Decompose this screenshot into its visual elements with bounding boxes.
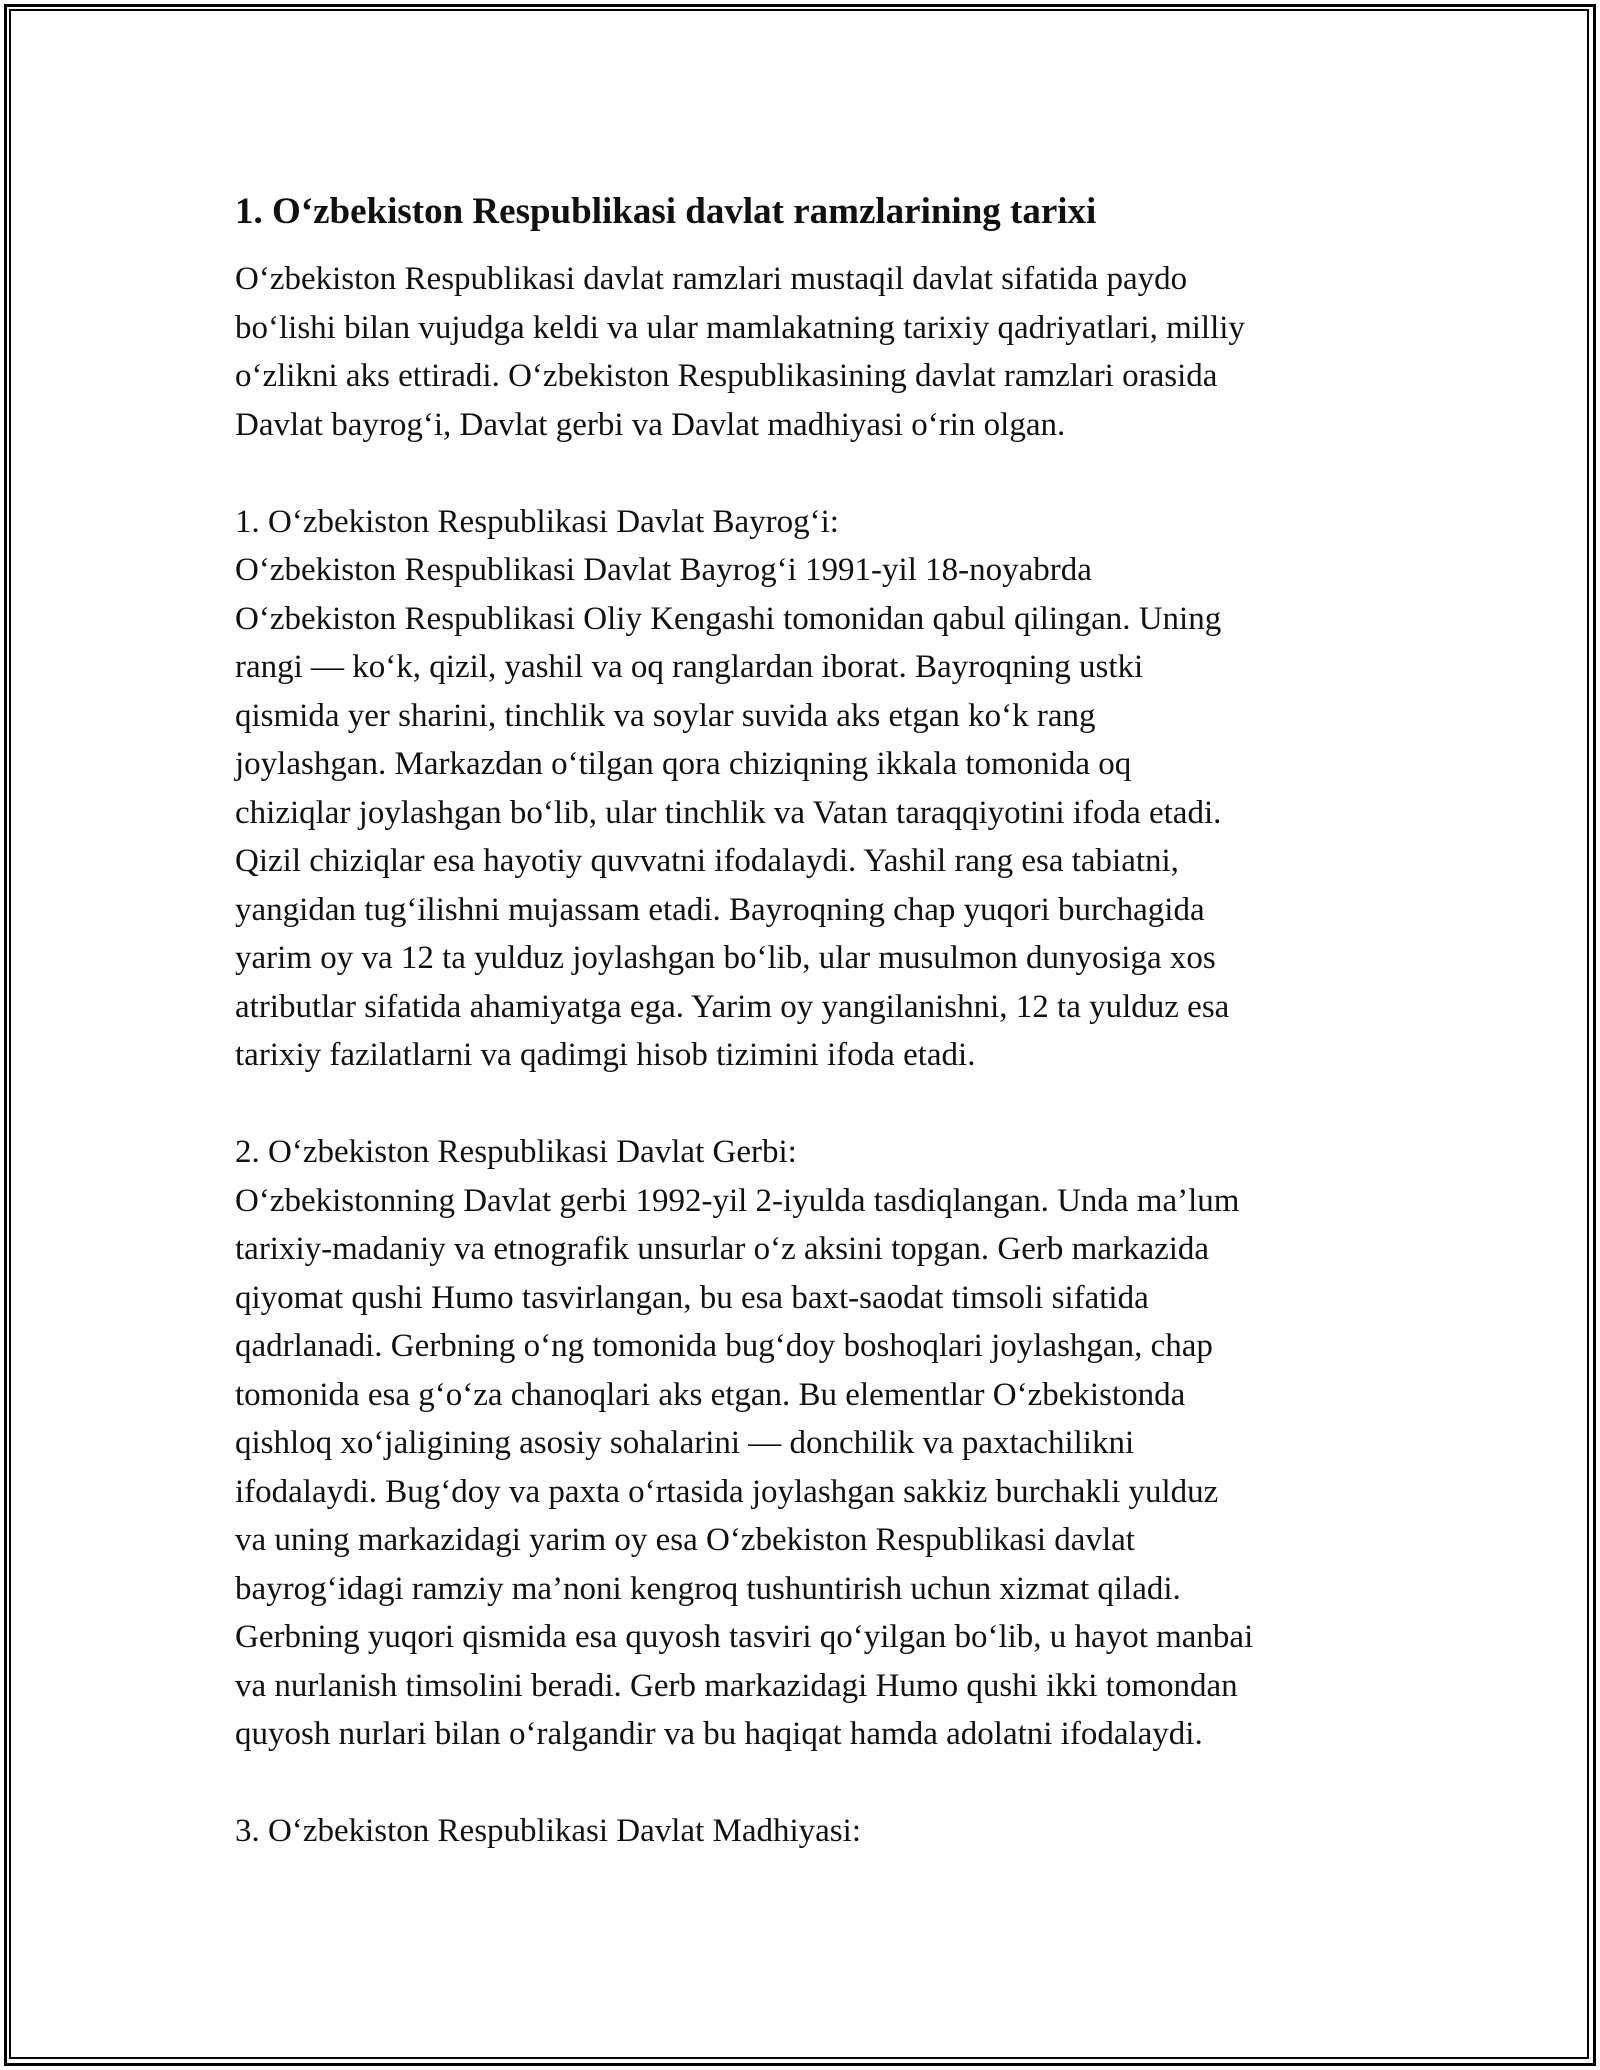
- document-heading: 1. O‘zbekiston Respublikasi davlat ramzlarining tarixi: [235, 191, 1097, 232]
- anthem-section: [235, 1807, 1415, 1856]
- text-line: va nurlanish timsolini beradi. Gerb markazidagi Humo qushi ikki tomondan: [235, 1667, 1238, 1704]
- text-line: atributlar sifatida ahamiyatga ega. Yarim oy yangilanishni, 12 ta yulduz esa: [235, 988, 1230, 1025]
- flag-section: [235, 498, 1415, 1080]
- paragraph-gap: [235, 1080, 1415, 1129]
- text-line: qadrlanadi. Gerbning o‘ng tomonida bug‘doy boshoqlari joylashgan, chap: [235, 1328, 1213, 1364]
- text-line: chiziqlar joylashgan bo‘lib, ular tinchlik va Vatan taraqqiyotini ifoda etadi.: [235, 794, 1222, 831]
- text-line: joylashgan. Markazdan o‘tilgan qora chiziqning ikkala tomonida oq: [235, 746, 1132, 782]
- paragraph-gap: [235, 1759, 1415, 1808]
- text-line: bayrog‘idagi ramziy ma’noni kengroq tushuntirish uchun xizmat qiladi.: [235, 1570, 1181, 1607]
- text-line: yarim oy va 12 ta yulduz joylashgan bo‘lib, ular musulmon dunyosiga xos: [235, 940, 1216, 976]
- text-line: tarixiy fazilatlarni va qadimgi hisob tizimini ifoda etadi.: [235, 1037, 976, 1073]
- text-line: qiyomat qushi Humo tasvirlangan, bu esa baxt-saodat timsoli sifatida: [235, 1279, 1149, 1316]
- text-line: o‘zlikni aks ettiradi. O‘zbekiston Respublikasining davlat ramzlari orasida: [235, 358, 1218, 394]
- text-line: qismida yer sharini, tinchlik va soylar suvida aks etgan ko‘k rang: [235, 697, 1096, 734]
- text-line: tarixiy-madaniy va etnografik unsurlar o‘z aksini topgan. Gerb markazida: [235, 1231, 1210, 1267]
- text-line: rangi — ko‘k, qizil, yashil va oq ranglardan iborat. Bayroqning ustki: [235, 649, 1144, 685]
- text-line: qishloq xo‘jaligining asosiy sohalarini — donchilik va paxtachilikni: [235, 1425, 1135, 1461]
- text-line: quyosh nurlari bilan o‘ralgandir va bu haqiqat hamda adolatni ifodalaydi.: [235, 1716, 1203, 1752]
- intro-paragraph: [235, 255, 1415, 449]
- document-body: [235, 188, 1415, 1856]
- text-line: O‘zbekiston Respublikasi davlat ramzlari mustaqil davlat sifatida paydo: [235, 261, 1188, 297]
- text-line: O‘zbekistonning Davlat gerbi 1992-yil 2-iyulda tasdiqlangan. Unda ma’lum: [235, 1182, 1240, 1219]
- text-line: bo‘lishi bilan vujudga keldi va ular mamlakatning tarixiy qadriyatlari, milliy: [235, 309, 1245, 346]
- flag-section-title: 1. O‘zbekiston Respublikasi Davlat Bayrog‘i:: [235, 503, 839, 540]
- text-line: va uning markazidagi yarim oy esa O‘zbekiston Respublikasi davlat: [235, 1522, 1135, 1558]
- coat-of-arms-section: [235, 1128, 1415, 1759]
- text-line: ifodalaydi. Bug‘doy va paxta o‘rtasida joylashgan sakkiz burchakli yulduz: [235, 1473, 1219, 1510]
- anthem-section-title: 3. O‘zbekiston Respublikasi Davlat Madhiyasi:: [235, 1813, 861, 1849]
- paragraph-gap: [235, 449, 1415, 498]
- text-line: O‘zbekiston Respublikasi Oliy Kengashi tomonidan qabul qilingan. Uning: [235, 600, 1222, 637]
- text-line: Davlat bayrog‘i, Davlat gerbi va Davlat madhiyasi o‘rin olgan.: [235, 406, 1066, 443]
- text-line: yangidan tug‘ilishni mujassam etadi. Bayroqning chap yuqori burchagida: [235, 891, 1205, 928]
- coat-of-arms-section-title: 2. O‘zbekiston Respublikasi Davlat Gerbi:: [235, 1134, 797, 1170]
- text-line: Gerbning yuqori qismida esa quyosh tasviri qo‘yilgan bo‘lib, u hayot manbai: [235, 1619, 1254, 1655]
- text-line: O‘zbekiston Respublikasi Davlat Bayrog‘i 1991-yil 18-noyabrda: [235, 552, 1092, 588]
- text-line: tomonida esa g‘o‘za chanoqlari aks etgan. Bu elementlar O‘zbekistonda: [235, 1376, 1186, 1413]
- text-line: Qizil chiziqlar esa hayotiy quvvatni ifodalaydi. Yashil rang esa tabiatni,: [235, 843, 1179, 879]
